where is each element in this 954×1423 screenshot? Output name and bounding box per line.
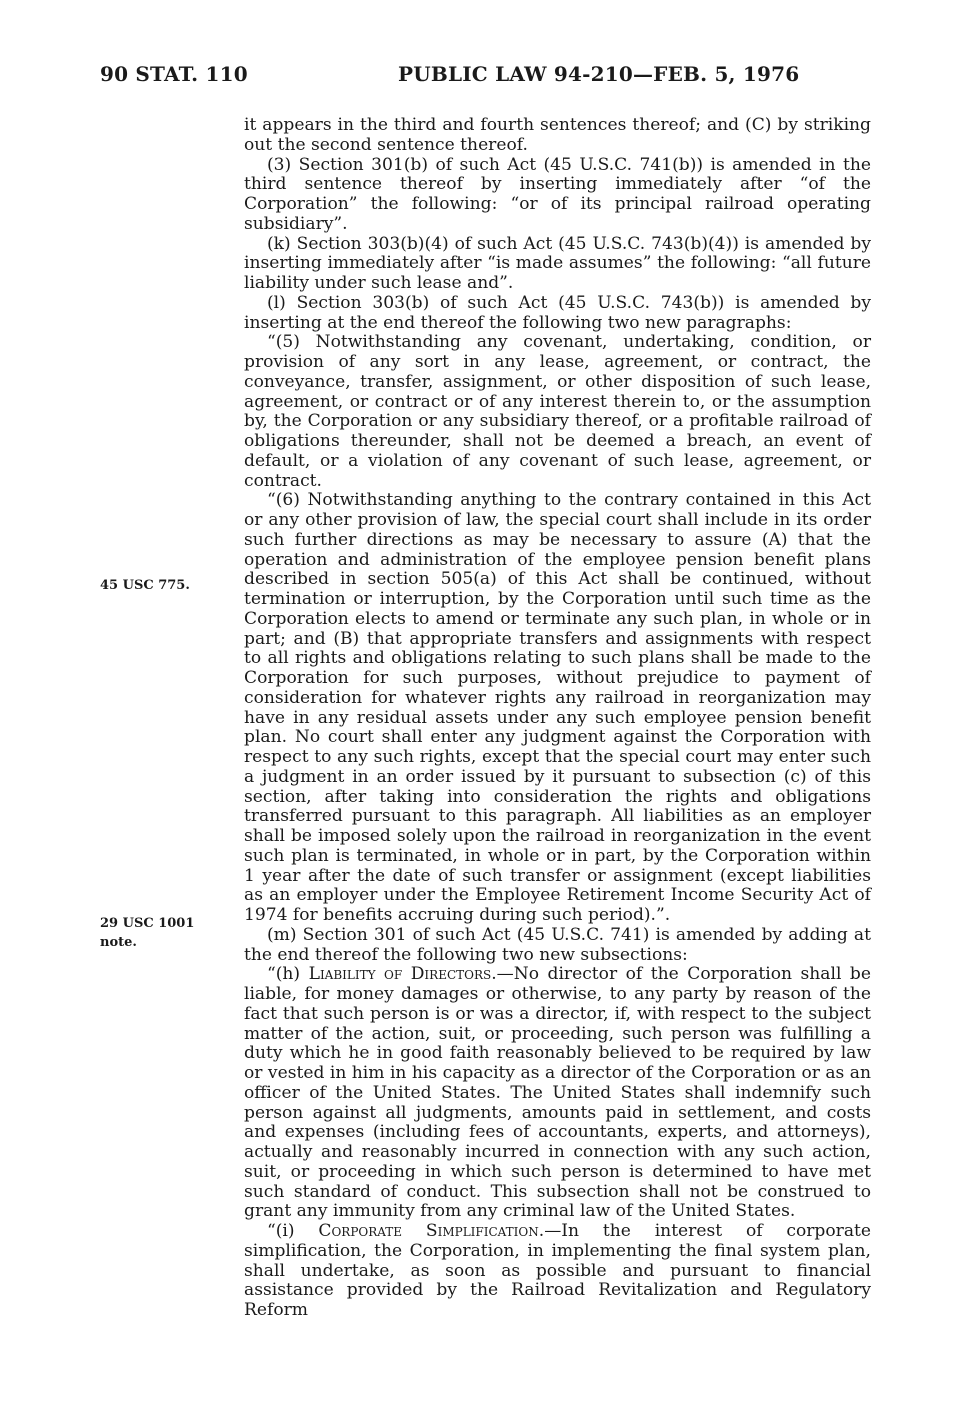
subsection-h-heading: Liability of Directors.: [308, 964, 497, 985]
subsection-h-text: —No director of the Corporation shall be liable, for money damages or otherwise, to any party by reason of the fact that such person is or was a director, if, with respect to the subject matter of the action, suit, or proceeding, such person was fulfilling a duty which he in good faith reasonably believed to be required by law or vested in him in his capacity as a director of the Corporation or as an officer of the United States. The United States shall indemnify such person against all judgments, amounts paid in settlement, and costs and expenses (including fees of accountants, experts, and attorneys), actually and reasonably incurred in connection with any such action, suit, or proceeding in which such person is determined to have met such standard of conduct. This subsection shall not be construed to grant any immunity from any criminal law of the United States.: [244, 964, 871, 1222]
paragraph-3: (3) Section 301(b) of such Act (45 U.S.C. 741(b)) is amended in the third sentence thereof by inserting immediately after “of the Corporation” the following: “or of its principal railroad operating subsidiary”.: [244, 154, 871, 234]
paragraph-5: “(5) Notwithstanding any covenant, undertaking, condition, or provision of any sort in any lease, agreement, or contract, the conveyance, transfer, assignment, or other disposition of such lease, agreement, or contract or of any interest therein to, or the assumption by, the Corporation or any subsidiary thereof, or a profitable railroad of obligations thereunder, shall not be deemed a breach, an event of default, or a violation of any covenant of such lease, agreement, or contract.: [244, 332, 871, 491]
statute-body: [244, 116, 871, 1321]
running-title: PUBLIC LAW 94-210—FEB. 5, 1976: [398, 62, 800, 86]
margin-citation-45-usc-775: 45 USC 775.: [100, 578, 190, 593]
paragraph-m: (m) Section 301 of such Act (45 U.S.C. 741) is amended by adding at the end thereof the following two new subsections:: [244, 924, 871, 965]
paragraph-k: (k) Section 303(b)(4) of such Act (45 U.S.C. 743(b)(4)) is amended by inserting immediately after “is made assumes” the following: “all future liability under such lease and”.: [244, 233, 871, 293]
margin-citation-29-usc-1001: 29 USC 1001: [100, 916, 195, 931]
margin-citation-note: note.: [100, 935, 137, 950]
subsection-i-prefix: “(i): [267, 1221, 319, 1241]
subsection-h-prefix: “(h): [267, 964, 309, 985]
subsection-i: [244, 1222, 871, 1321]
subsection-i-text: —In the interest of corporate simplification, the Corporation, in implementing the final system plan, shall undertake, as soon as possible and pursuant to financial assistance provided by the Railroad Revitalization and Regulatory Reform: [244, 1221, 872, 1320]
paragraph-continuation: it appears in the third and fourth sentences thereof; and (C) by striking out the second sentence thereof.: [244, 115, 871, 155]
subsection-i-heading: Corporate Simplification.: [318, 1221, 545, 1241]
page-reference: 90 STAT. 110: [100, 62, 248, 86]
paragraph-6: “(6) Notwithstanding anything to the contrary contained in this Act or any other provision of law, the special court shall include in its order such further directions as may be necessary to assure (A) that the operation and administration of the employee pension benefit plans described in section 505(a) of this Act shall be continued, without termination or interruption, by the Corporation until such time as the Corporation elects to amend or terminate any such plan, in whole or in part; and (B) that appropriate transfers and assignments with respect to all rights and obligations relating to such plans shall be made to the Corporation for such purposes, without prejudice to payment of consideration for whatever rights any railroad in reorganization may have in any residual assets under any such employee pension benefit plan. No court shall enter any judgment against the Corporation with respect to any such rights, except that the special court may enter such a judgment in an order issued by it pursuant to subsection (c) of this section, after taking into consideration the rights and obligations transferred pursuant to this paragraph. All liabilities as an employer shall be imposed solely upon the railroad in reorganization in the event such plan is terminated, in whole or in part, by the Corporation within 1 year after the date of such transfer or assignment (except liabilities as an employer under the Employee Retirement Income Security Act of 1974 for benefits accruing during such period).”.: [244, 490, 871, 925]
subsection-h: [244, 965, 871, 1222]
paragraph-l: (l) Section 303(b) of such Act (45 U.S.C. 743(b)) is amended by inserting at the end thereof the following two new paragraphs:: [244, 292, 871, 333]
